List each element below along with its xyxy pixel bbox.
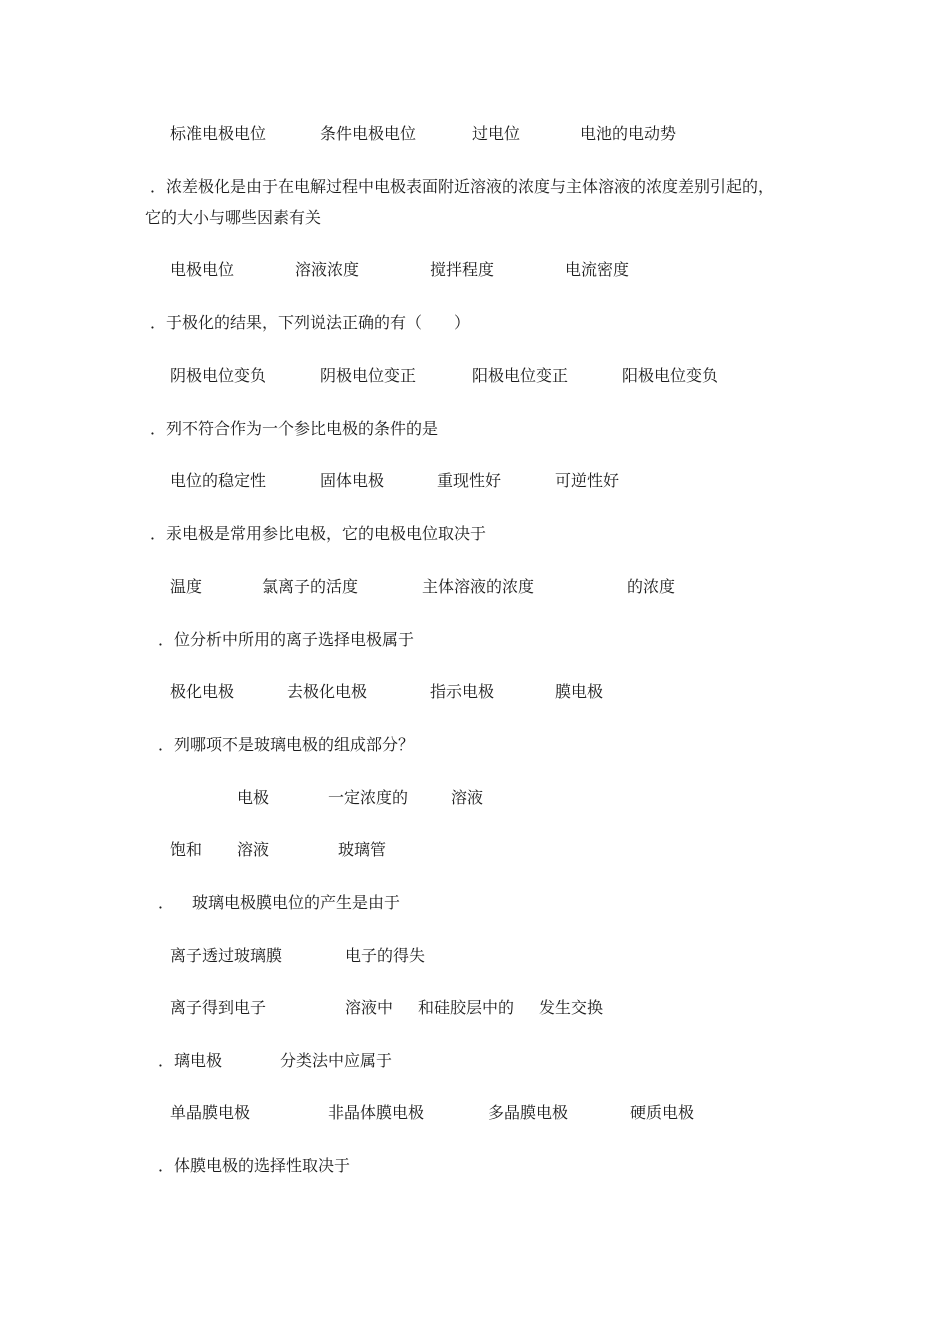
option-c: 重现性好	[437, 471, 502, 490]
question-marker: ．	[158, 893, 175, 912]
option-c: 多晶膜电极	[488, 1103, 569, 1122]
option-a: 电极	[237, 788, 270, 807]
option-d: 硬质电极	[630, 1103, 695, 1122]
option-b-part-2: 溶液	[451, 788, 484, 807]
option-d-part-3: 发生交换	[539, 998, 604, 1017]
option-b: 电子的得失	[345, 946, 426, 965]
option-d: 玻璃管	[338, 840, 387, 859]
option-d-part-1: 溶液中	[345, 998, 394, 1017]
option-a: 电极电位	[170, 260, 235, 279]
option-d: 膜电极	[555, 682, 604, 701]
option-a: 电位的稳定性	[170, 471, 267, 490]
option-c: 过电位	[472, 124, 521, 143]
option-b: 氯离子的活度	[262, 577, 359, 596]
question-text-part-2: 分类法中应属于	[280, 1051, 393, 1070]
option-b: 溶液浓度	[295, 260, 360, 279]
option-c: 阳极电位变正	[472, 366, 569, 385]
option-d-part-2: 和硅胶层中的	[418, 998, 515, 1017]
question-text: ．汞电极是常用参比电极，它的电极电位取决于	[150, 524, 487, 543]
option-d: 电池的电动势	[580, 124, 677, 143]
option-c: 主体溶液的浓度	[422, 577, 535, 596]
option-b-part-1: 一定浓度的	[328, 788, 409, 807]
option-b: 去极化电极	[287, 682, 368, 701]
question-text: 它的大小与哪些因素有关	[145, 208, 322, 227]
option-b: 非晶体膜电极	[328, 1103, 425, 1122]
question-text: ．位分析中所用的离子选择电极属于	[158, 630, 415, 649]
question-text: ．体膜电极的选择性取决于	[158, 1156, 351, 1175]
option-a: 极化电极	[170, 682, 235, 701]
question-text: 玻璃电极膜电位的产生是由于	[192, 893, 401, 912]
option-c-part-1: 饱和	[170, 840, 203, 859]
option-a: 离子透过玻璃膜	[170, 946, 283, 965]
option-c: 指示电极	[430, 682, 495, 701]
option-a: 单晶膜电极	[170, 1103, 251, 1122]
question-text-part-1: ．璃电极	[158, 1051, 223, 1070]
option-a: 阴极电位变负	[170, 366, 267, 385]
option-b: 条件电极电位	[320, 124, 417, 143]
option-a: 标准电极电位	[170, 124, 267, 143]
option-d: 阳极电位变负	[622, 366, 719, 385]
option-d: 的浓度	[627, 577, 676, 596]
option-b: 固体电极	[320, 471, 385, 490]
option-c: 离子得到电子	[170, 998, 267, 1017]
option-b: 阴极电位变正	[320, 366, 417, 385]
option-c-part-2: 溶液	[237, 840, 270, 859]
option-c: 搅拌程度	[430, 260, 495, 279]
question-text: ．列不符合作为一个参比电极的条件的是	[150, 419, 439, 438]
question-text: ．于极化的结果，下列说法正确的有（ ）	[150, 313, 471, 332]
question-text: ．列哪项不是玻璃电极的组成部分？	[158, 735, 415, 754]
option-a: 温度	[170, 577, 203, 596]
option-d: 可逆性好	[555, 471, 620, 490]
question-text: ．浓差极化是由于在电解过程中电极表面附近溶液的浓度与主体溶液的浓度差别引起的，	[150, 177, 775, 196]
option-d: 电流密度	[565, 260, 630, 279]
